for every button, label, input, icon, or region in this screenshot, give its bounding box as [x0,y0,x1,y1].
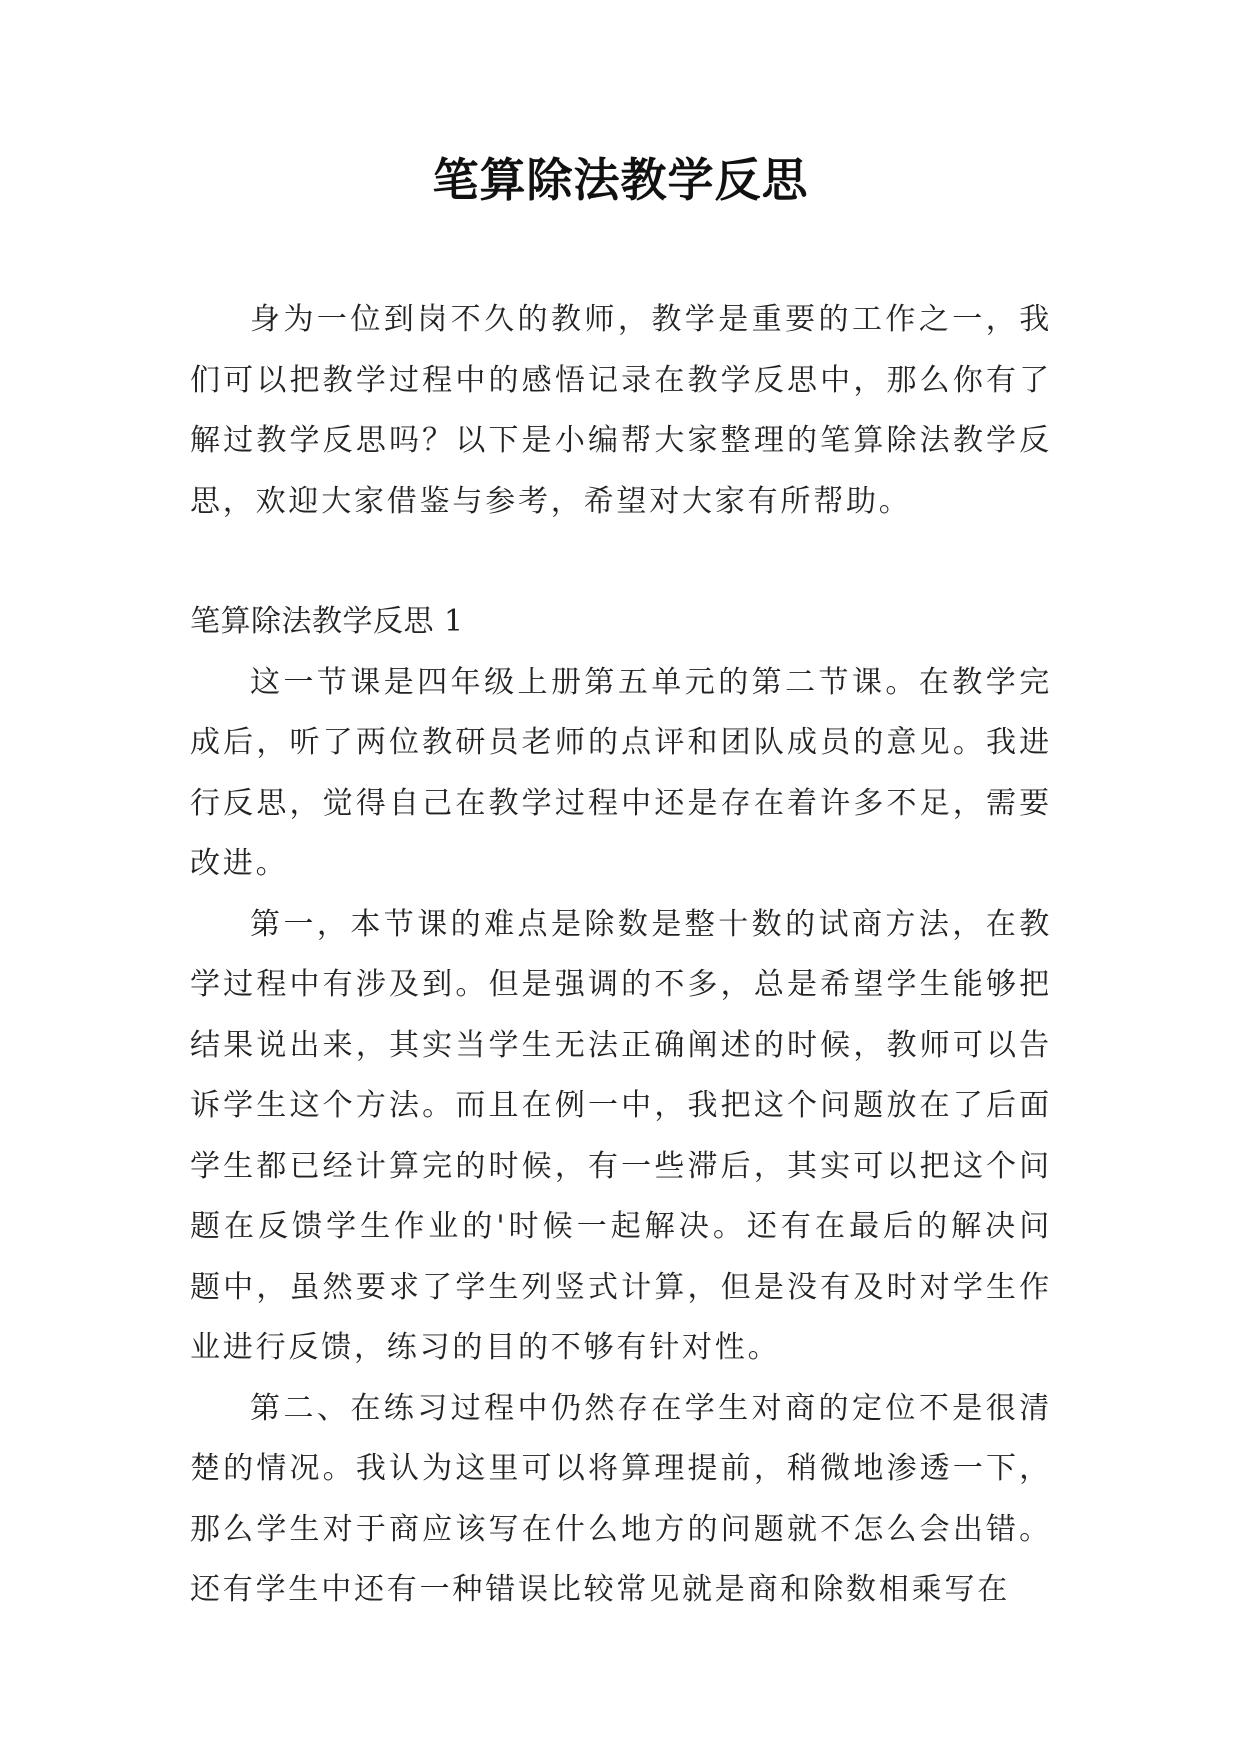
body-paragraph-1: 这一节课是四年级上册第五单元的第二节课。在教学完成后，听了两位教研员老师的点评和团队成员的意见。我进行反思，觉得自己在教学过程中还是存在着许多不足，需要改进。 [190,664,1052,881]
body-paragraph-3: 第二、在练习过程中仍然存在学生对商的定位不是很清楚的情况。我认为这里可以将算理提前，稍微地渗透一下，那么学生对于商应该写在什么地方的问题就不怎么会出错。还有学生中还有一种错误比较常见就是商和除数相乘写在 [190,1390,1052,1607]
document-body [190,290,1052,1621]
document-title: 笔算除法教学反思 [432,153,809,207]
section-heading: 笔算除法教学反思 1 [190,604,464,639]
intro-paragraph: 身为一位到岗不久的教师，教学是重要的工作之一，我们可以把教学过程中的感悟记录在教学反思中，那么你有了解过教学反思吗？以下是小编帮大家整理的笔算除法教学反思，欢迎大家借鉴与参考，希望对大家有所帮助。 [190,302,1052,519]
body-paragraph-2: 第一，本节课的难点是除数是整十数的试商方法，在教学过程中有涉及到。但是强调的不多，总是希望学生能够把结果说出来，其实当学生无法正确阐述的时候，教师可以告诉学生这个方法。而且在例一中，我把这个问题放在了后面学生都已经计算完的时候，有一些滞后，其实可以把这个问题在反馈学生作业的'时候一起解决。还有在最后的解决问题中，虽然要求了学生列竖式计算，但是没有及时对学生作业进行反馈，练习的目的不够有针对性。 [190,906,1052,1365]
